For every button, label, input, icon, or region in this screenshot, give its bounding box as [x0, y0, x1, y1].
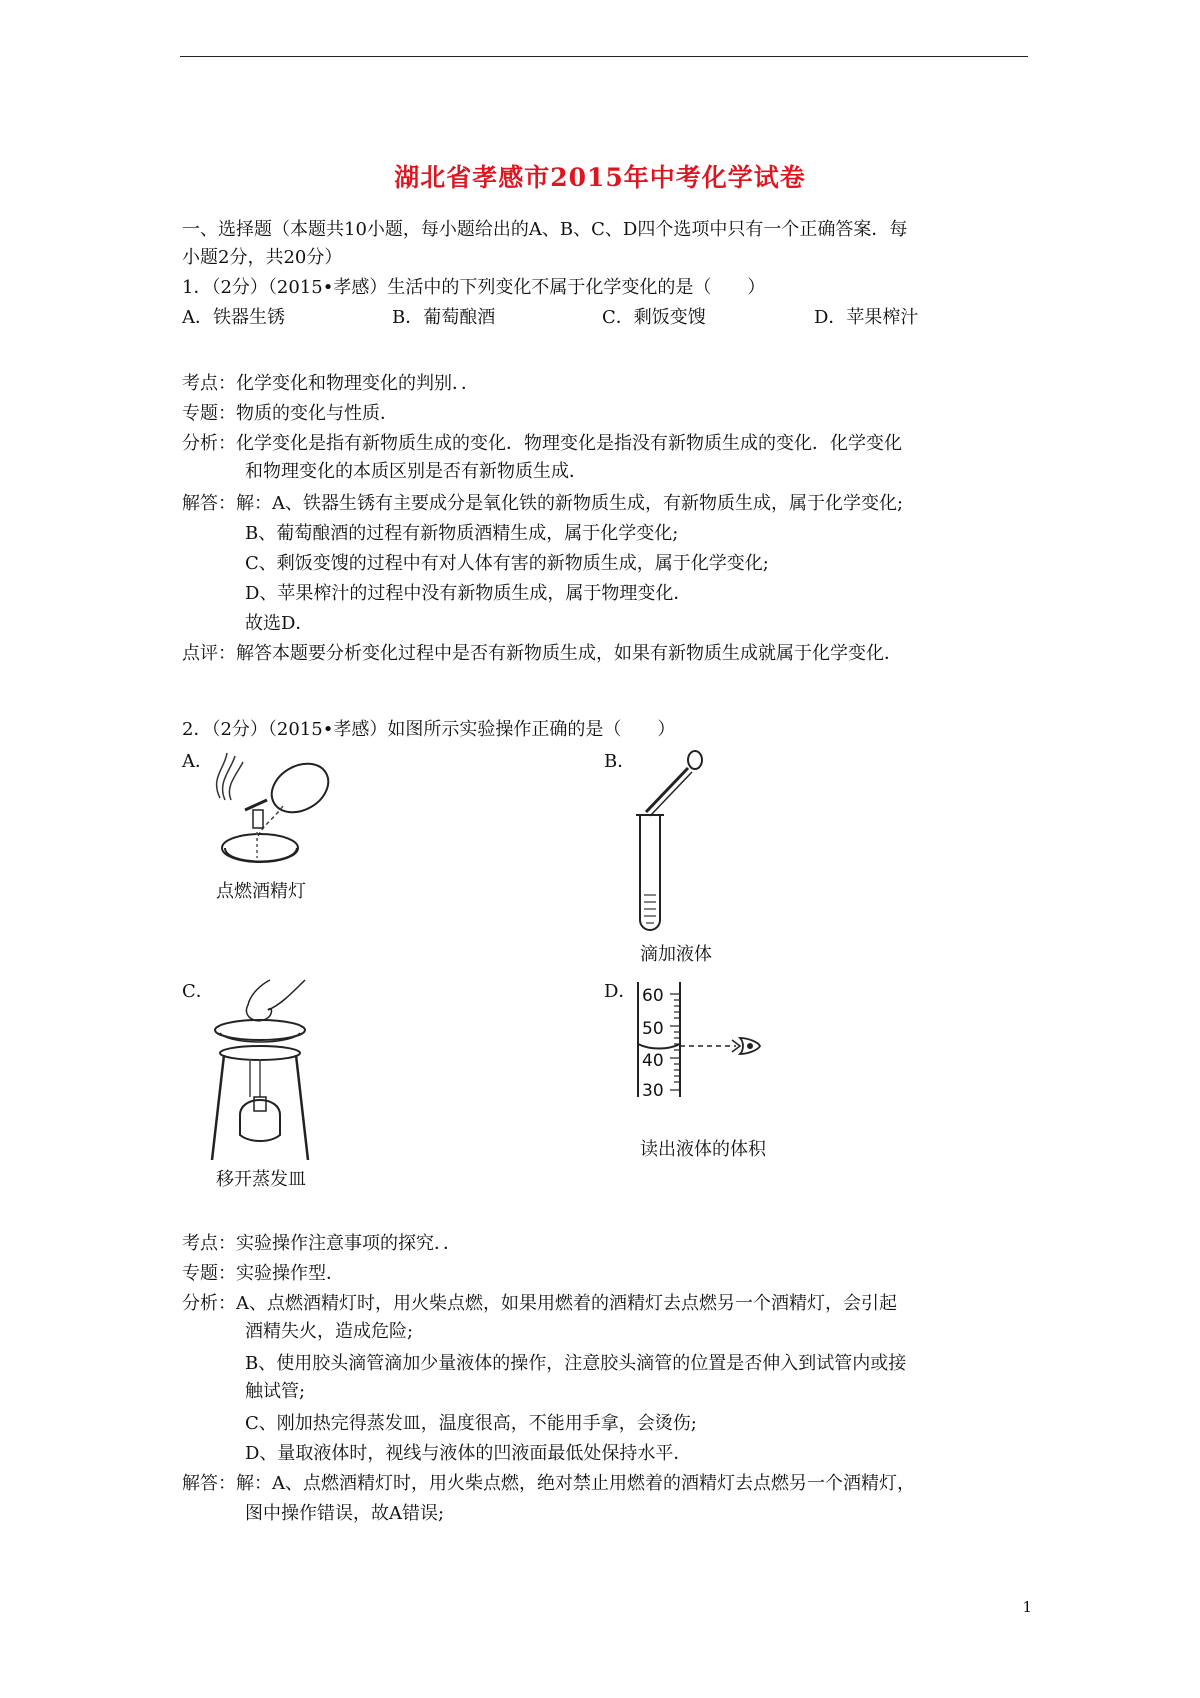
q2-fenxi-line: C、刚加热完得蒸发皿，温度很高，不能用手拿，会烫伤;	[245, 1413, 697, 1434]
q2-fig-a-caption: 点燃酒精灯	[216, 881, 306, 902]
q2-jieda-line: 解答：解：A、点燃酒精灯时，用火柴点燃，绝对禁止用燃着的酒精灯去点燃另一个酒精灯，	[182, 1473, 915, 1494]
q1-zhuanti: 专题：物质的变化与性质．	[182, 403, 398, 424]
q2-fig-b-caption: 滴加液体	[640, 944, 712, 965]
cylinder-tick-label: 50	[642, 1019, 664, 1039]
q2-fenxi-line: B、使用胶头滴管滴加少量液体的操作，注意胶头滴管的位置是否伸入到试管内或接	[245, 1353, 907, 1374]
section-heading-line2: 小题2分，共20分）	[182, 247, 343, 268]
q2-fenxi-line: 触试管;	[245, 1381, 306, 1402]
q1-jieda-line: 解答：解：A、铁器生锈有主要成分是氧化铁的新物质生成，有新物质生成，属于化学变化;	[182, 493, 904, 514]
evaporating-dish-tripod-icon	[210, 975, 320, 1169]
dropper-test-tube-icon	[630, 750, 720, 939]
q1-jieda-line: C、剩饭变馊的过程中有对人体有害的新物质生成，属于化学变化;	[245, 553, 769, 574]
section-heading-line1: 一、选择题（本题共10小题，每小题给出的A、B、C、D四个选项中只有一个正确答案．每	[182, 219, 908, 240]
q1-option-c: C．剩饭变馊	[602, 307, 706, 328]
q1-dianping: 点评：解答本题要分析变化过程中是否有新物质生成，如果有新物质生成就属于化学变化．	[182, 643, 902, 664]
q2-zhuanti: 专题：实验操作型．	[182, 1263, 344, 1284]
q2-fenxi-line: 酒精失火，造成危险;	[245, 1321, 414, 1342]
q2-kaodian: 考点：实验操作注意事项的探究．．	[182, 1233, 461, 1254]
q1-jieda-line: B、葡萄酿酒的过程有新物质酒精生成，属于化学变化;	[245, 523, 679, 544]
q1-option-b: B．葡萄酿酒	[392, 307, 496, 328]
q2-fenxi-line: D、量取液体时，视线与液体的凹液面最低处保持水平．	[245, 1443, 692, 1464]
header-rule	[180, 56, 1028, 57]
cylinder-tick-label: 60	[642, 986, 664, 1006]
q2-jieda-line: 图中操作错误，故A错误;	[245, 1503, 445, 1524]
alcohol-lamp-lighting-icon	[205, 748, 355, 872]
q2-fig-a-letter: A．	[182, 751, 213, 772]
q1-jieda-line: D、苹果榨汁的过程中没有新物质生成，属于物理变化．	[245, 583, 692, 604]
q2-stem: 2．（2分）（2015•孝感）如图所示实验操作正确的是（ ）	[182, 719, 676, 740]
exam-title: 湖北省孝感市2015年中考化学试卷	[394, 163, 806, 192]
q2-fig-c-caption: 移开蒸发皿	[216, 1169, 306, 1190]
q1-fenxi-line: 分析：化学变化是指有新物质生成的变化．物理变化是指没有新物质生成的变化．化学变化	[182, 433, 902, 454]
page-number: 1	[1022, 1598, 1032, 1616]
q2-fig-d-caption: 读出液体的体积	[640, 1139, 766, 1160]
cylinder-tick-label: 30	[642, 1081, 664, 1101]
q1-jieda-line: 故选D．	[245, 613, 314, 634]
q1-option-a: A．铁器生锈	[182, 307, 285, 328]
q1-kaodian: 考点：化学变化和物理变化的判别．．	[182, 373, 479, 394]
q1-stem: 1．（2分）（2015•孝感）生活中的下列变化不属于化学变化的是（ ）	[182, 277, 766, 298]
q1-fenxi-line: 和物理变化的本质区别是否有新物质生成．	[245, 461, 587, 482]
graduated-cylinder-eye-icon	[636, 982, 766, 1106]
q2-fig-d-letter: D．	[604, 981, 637, 1002]
q1-option-d: D．苹果榨汁	[814, 307, 919, 328]
q2-fenxi-line: 分析：A、点燃酒精灯时，用火柴点燃，如果用燃着的酒精灯去点燃另一个酒精灯，会引起	[182, 1293, 897, 1314]
cylinder-tick-label: 40	[642, 1051, 664, 1071]
q2-fig-b-letter: B．	[604, 751, 636, 772]
q2-fig-c-letter: C．	[182, 981, 214, 1002]
